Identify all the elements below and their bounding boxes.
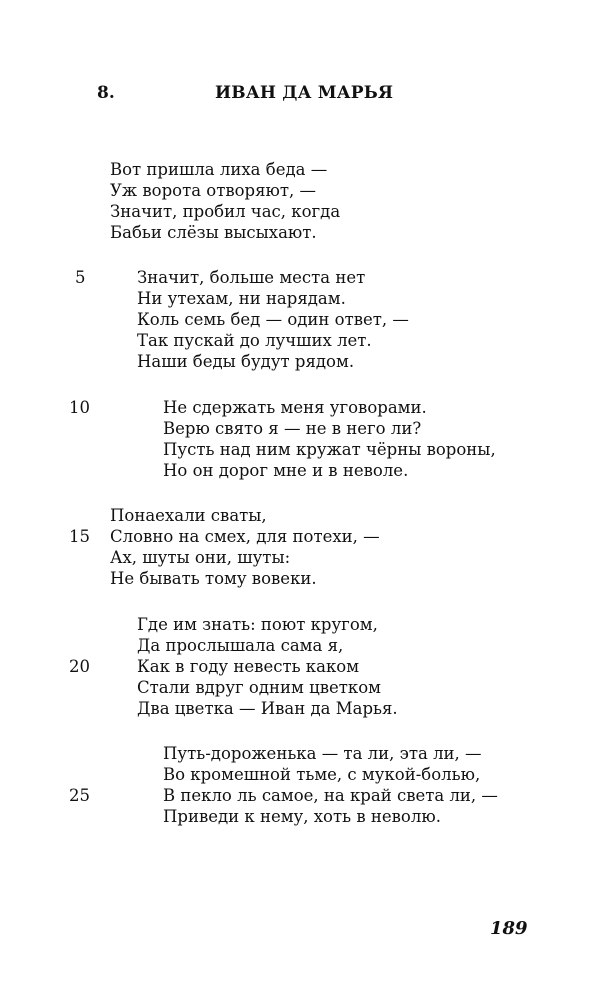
verse-line: Но он дорог мне и в неволе. [163,461,409,480]
verse-line: Ни утехам, ни нарядам. [137,289,346,308]
verse-line: Ах, шуты они, шуты: [110,548,291,567]
verse-line: Вот пришла лиха беда — [110,160,328,179]
verse-line: Во кромешной тьме, с мукой-болью, [163,765,481,784]
line-number: 5 [75,268,86,287]
verse-line: Словно на смех, для потехи, — [110,527,380,546]
line-number: 20 [69,657,90,676]
verse-line: Путь-дороженька — та ли, эта ли, — [163,744,482,763]
verse-line: Коль семь бед — один ответ, — [137,310,409,329]
verse-line: Пусть над ним кружат чёрны вороны, [163,440,496,459]
verse-line: Два цветка — Иван да Марья. [137,699,398,718]
verse-line: Не бывать тому вовеки. [110,569,317,588]
verse-line: Бабьи слёзы высыхают. [110,223,317,242]
verse-line: Да прослышала сама я, [137,636,344,655]
verse-line: Уж ворота отворяют, — [110,181,317,200]
verse-line: Значит, пробил час, когда [110,202,341,221]
poem-title: ИВАН ДА МАРЬЯ [215,83,394,103]
line-number: 10 [69,398,90,417]
verse-line: Стали вдруг одним цветком [137,678,381,697]
page-number: 189 [490,918,528,939]
verse-line: Приведи к нему, хоть в неволю. [163,807,441,826]
line-number: 15 [69,527,90,546]
verse-line: Как в году невесть каком [137,657,360,676]
poem-number: 8. [97,83,115,103]
line-number: 25 [69,786,90,805]
verse-line: Не сдержать меня уговорами. [163,398,427,417]
verse-line: В пекло ль самое, на край света ли, — [163,786,498,805]
verse-line: Где им знать: поют кругом, [137,615,378,634]
verse-line: Наши беды будут рядом. [137,352,355,371]
verse-line: Так пускай до лучших лет. [137,331,372,350]
verse-line: Значит, больше места нет [137,268,366,287]
verse-line: Верю свято я — не в него ли? [163,419,422,438]
verse-line: Понаехали сваты, [110,506,267,525]
